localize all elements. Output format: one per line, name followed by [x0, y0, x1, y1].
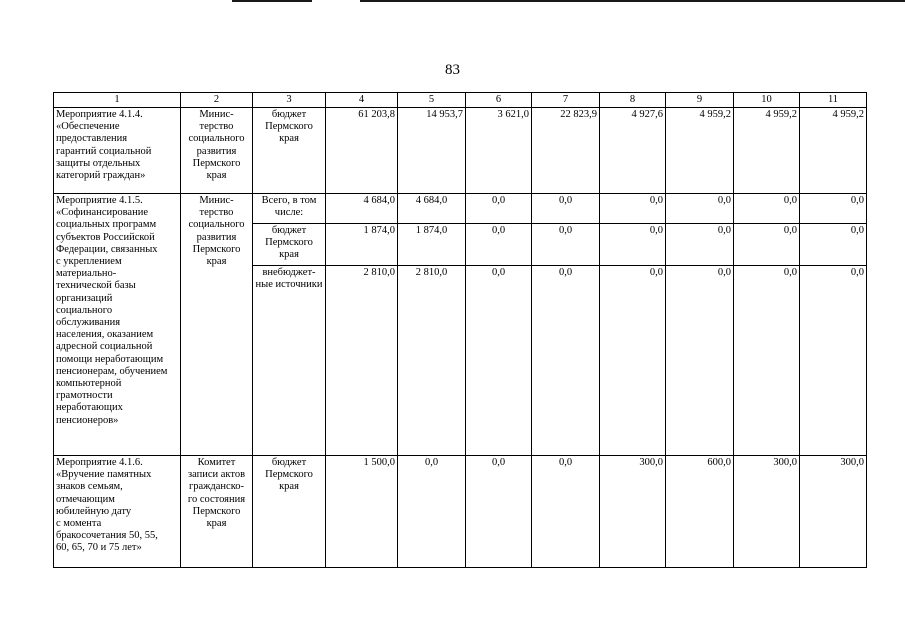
value-cell: 1 874,0	[398, 224, 466, 266]
value-cell: 0,0	[734, 266, 800, 456]
value-cell: 300,0	[800, 456, 867, 568]
column-header: 11	[800, 93, 867, 108]
funding-source: внебюджет- ные источники	[253, 266, 326, 456]
value-cell: 2 810,0	[398, 266, 466, 456]
value-cell: 4 927,6	[600, 108, 666, 194]
value-cell: 0,0	[734, 194, 800, 224]
header-row	[54, 93, 867, 108]
funding-source: Всего, в том числе:	[253, 194, 326, 224]
value-cell: 0,0	[666, 194, 734, 224]
value-cell: 0,0	[800, 266, 867, 456]
column-header: 6	[466, 93, 532, 108]
value-cell: 0,0	[398, 456, 466, 568]
value-cell: 0,0	[466, 194, 532, 224]
measure-name: Мероприятие 4.1.4. «Обеспечение предоставления гарантий социальной защиты отдельных категорий граждан»	[54, 108, 181, 194]
column-header: 9	[666, 93, 734, 108]
value-cell: 0,0	[734, 224, 800, 266]
funding-source: бюджет Пермского края	[253, 224, 326, 266]
measure-name: Мероприятие 4.1.6. «Вручение памятных знаков семьям, отмечающим юбилейную дату с момента бракосочетания 50, 55, 60, 65, 70 и 75 лет»	[54, 456, 181, 568]
value-cell: 0,0	[532, 266, 600, 456]
column-header: 10	[734, 93, 800, 108]
value-cell: 0,0	[800, 194, 867, 224]
value-cell: 0,0	[600, 194, 666, 224]
value-cell: 0,0	[600, 266, 666, 456]
funding-source: бюджет Пермского края	[253, 456, 326, 568]
value-cell: 1 874,0	[326, 224, 398, 266]
budget-table	[53, 92, 867, 568]
table-row	[54, 108, 867, 194]
scan-top-edge-line	[232, 0, 312, 2]
table-row	[54, 456, 867, 568]
executor: Минис- терство социального развития Пермского края	[181, 194, 253, 456]
value-cell: 0,0	[600, 224, 666, 266]
column-header: 7	[532, 93, 600, 108]
table-row	[54, 194, 867, 224]
value-cell: 4 684,0	[398, 194, 466, 224]
measure-name: Мероприятие 4.1.5. «Софинансирование социальных программ субъектов Российской Федерации, связанных с укреплением материально- технической базы организаций социального обслуживания населения, оказанием адресной социальной помощи неработающим пенсионерам, обучением компьютерной грамотности неработающих пенсионеров»	[54, 194, 181, 456]
scan-top-edge-line	[360, 0, 905, 2]
value-cell: 4 959,2	[666, 108, 734, 194]
value-cell: 600,0	[666, 456, 734, 568]
page-number: 83	[445, 62, 460, 78]
value-cell: 300,0	[600, 456, 666, 568]
value-cell: 0,0	[532, 194, 600, 224]
value-cell: 2 810,0	[326, 266, 398, 456]
value-cell: 61 203,8	[326, 108, 398, 194]
value-cell: 0,0	[466, 224, 532, 266]
column-header: 3	[253, 93, 326, 108]
value-cell: 0,0	[800, 224, 867, 266]
column-header: 8	[600, 93, 666, 108]
value-cell: 14 953,7	[398, 108, 466, 194]
funding-source: бюджет Пермского края	[253, 108, 326, 194]
value-cell: 0,0	[532, 224, 600, 266]
column-header: 1	[54, 93, 181, 108]
value-cell: 0,0	[466, 266, 532, 456]
column-header: 4	[326, 93, 398, 108]
value-cell: 0,0	[466, 456, 532, 568]
value-cell: 4 959,2	[800, 108, 867, 194]
executor: Минис- терство социального развития Пермского края	[181, 108, 253, 194]
value-cell: 4 684,0	[326, 194, 398, 224]
executor: Комитет записи актов гражданско- го состояния Пермского края	[181, 456, 253, 568]
value-cell: 22 823,9	[532, 108, 600, 194]
column-header: 2	[181, 93, 253, 108]
column-header: 5	[398, 93, 466, 108]
value-cell: 1 500,0	[326, 456, 398, 568]
value-cell: 300,0	[734, 456, 800, 568]
value-cell: 0,0	[666, 266, 734, 456]
value-cell: 3 621,0	[466, 108, 532, 194]
value-cell: 0,0	[666, 224, 734, 266]
value-cell: 4 959,2	[734, 108, 800, 194]
value-cell: 0,0	[532, 456, 600, 568]
